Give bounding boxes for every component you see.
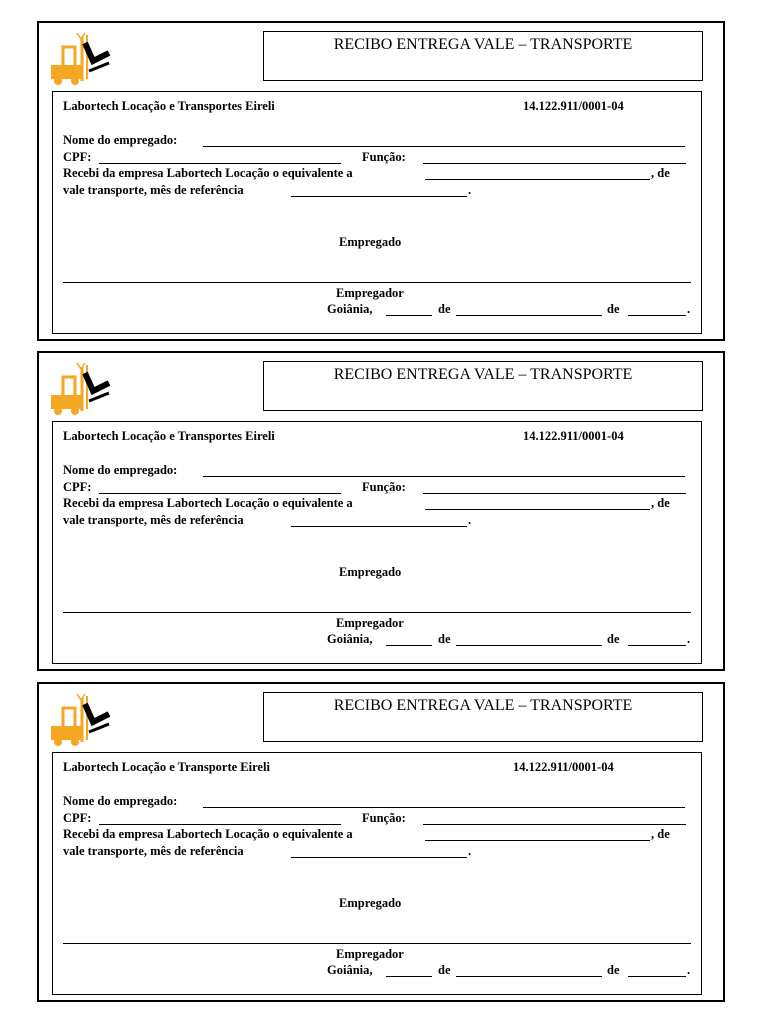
amount-field[interactable]: [425, 840, 650, 841]
company-name: Labortech Locação e Transportes Eireli: [63, 429, 275, 443]
amount-field[interactable]: [425, 179, 650, 180]
year-field[interactable]: [628, 645, 686, 646]
employee-signature-label: Empregado: [339, 565, 402, 579]
month-field[interactable]: [456, 645, 602, 646]
employer-signature-line[interactable]: [63, 612, 691, 613]
employee-signature-label: Empregado: [339, 896, 402, 910]
de-suffix: , de: [651, 166, 670, 180]
cpf-label: CPF:: [63, 150, 92, 164]
de-label-2: de: [607, 632, 620, 646]
reference-month-field[interactable]: [291, 857, 467, 858]
function-label: Função:: [362, 480, 406, 494]
function-field[interactable]: [423, 163, 686, 164]
reference-month-field[interactable]: [291, 196, 467, 197]
de-suffix: , de: [651, 496, 670, 510]
function-label: Função:: [362, 150, 406, 164]
reference-month-field[interactable]: [291, 526, 467, 527]
forklift-logo-icon: [49, 361, 113, 417]
company-cnpj: 14.122.911/0001-04: [513, 760, 614, 774]
day-field[interactable]: [386, 645, 432, 646]
cpf-field[interactable]: [99, 824, 341, 825]
period-mark: .: [468, 513, 472, 527]
city-label: Goiânia,: [327, 632, 373, 646]
period-mark: .: [468, 183, 472, 197]
de-label-1: de: [438, 302, 451, 316]
receipt-body: [52, 421, 702, 664]
receipt-body: [52, 91, 702, 334]
employee-name-label: Nome do empregado:: [63, 133, 178, 147]
employer-signature-label: Empregador: [336, 947, 404, 961]
de-label-1: de: [438, 632, 451, 646]
receipt-3: [37, 682, 725, 1002]
period-mark: .: [468, 844, 472, 858]
month-field[interactable]: [456, 976, 602, 977]
function-field[interactable]: [423, 493, 686, 494]
receipt-2: [37, 351, 725, 671]
day-field[interactable]: [386, 315, 432, 316]
company-name: Labortech Locação e Transporte Eireli: [63, 760, 270, 774]
received-text: Recebi da empresa Labortech Locação o equivalente a: [63, 827, 353, 841]
received-text: Recebi da empresa Labortech Locação o equivalente a: [63, 496, 353, 510]
amount-field[interactable]: [425, 509, 650, 510]
employee-name-label: Nome do empregado:: [63, 794, 178, 808]
end-period: .: [687, 302, 691, 316]
month-field[interactable]: [456, 315, 602, 316]
day-field[interactable]: [386, 976, 432, 977]
cpf-label: CPF:: [63, 811, 92, 825]
employee-signature-label: Empregado: [339, 235, 402, 249]
de-label-2: de: [607, 302, 620, 316]
de-label-1: de: [438, 963, 451, 977]
company-cnpj: 14.122.911/0001-04: [523, 99, 624, 113]
de-suffix: , de: [651, 827, 670, 841]
vale-text: vale transporte, mês de referência: [63, 183, 244, 197]
function-field[interactable]: [423, 824, 686, 825]
receipt-title: RECIBO ENTREGA VALE – TRANSPORTE: [263, 31, 703, 81]
received-text: Recebi da empresa Labortech Locação o equivalente a: [63, 166, 353, 180]
end-period: .: [687, 632, 691, 646]
employee-name-field[interactable]: [203, 476, 685, 477]
function-label: Função:: [362, 811, 406, 825]
cpf-label: CPF:: [63, 480, 92, 494]
employee-name-field[interactable]: [203, 146, 685, 147]
year-field[interactable]: [628, 976, 686, 977]
de-label-2: de: [607, 963, 620, 977]
city-label: Goiânia,: [327, 963, 373, 977]
employer-signature-line[interactable]: [63, 282, 691, 283]
cpf-field[interactable]: [99, 163, 341, 164]
forklift-logo-icon: [49, 692, 113, 748]
company-cnpj: 14.122.911/0001-04: [523, 429, 624, 443]
receipt-body: [52, 752, 702, 995]
employer-signature-line[interactable]: [63, 943, 691, 944]
employee-name-label: Nome do empregado:: [63, 463, 178, 477]
forklift-logo-icon: [49, 31, 113, 87]
year-field[interactable]: [628, 315, 686, 316]
employee-name-field[interactable]: [203, 807, 685, 808]
city-label: Goiânia,: [327, 302, 373, 316]
vale-text: vale transporte, mês de referência: [63, 513, 244, 527]
receipt-title: RECIBO ENTREGA VALE – TRANSPORTE: [263, 692, 703, 742]
employer-signature-label: Empregador: [336, 286, 404, 300]
receipt-1: [37, 21, 725, 341]
cpf-field[interactable]: [99, 493, 341, 494]
employer-signature-label: Empregador: [336, 616, 404, 630]
receipt-title: RECIBO ENTREGA VALE – TRANSPORTE: [263, 361, 703, 411]
end-period: .: [687, 963, 691, 977]
company-name: Labortech Locação e Transportes Eireli: [63, 99, 275, 113]
vale-text: vale transporte, mês de referência: [63, 844, 244, 858]
